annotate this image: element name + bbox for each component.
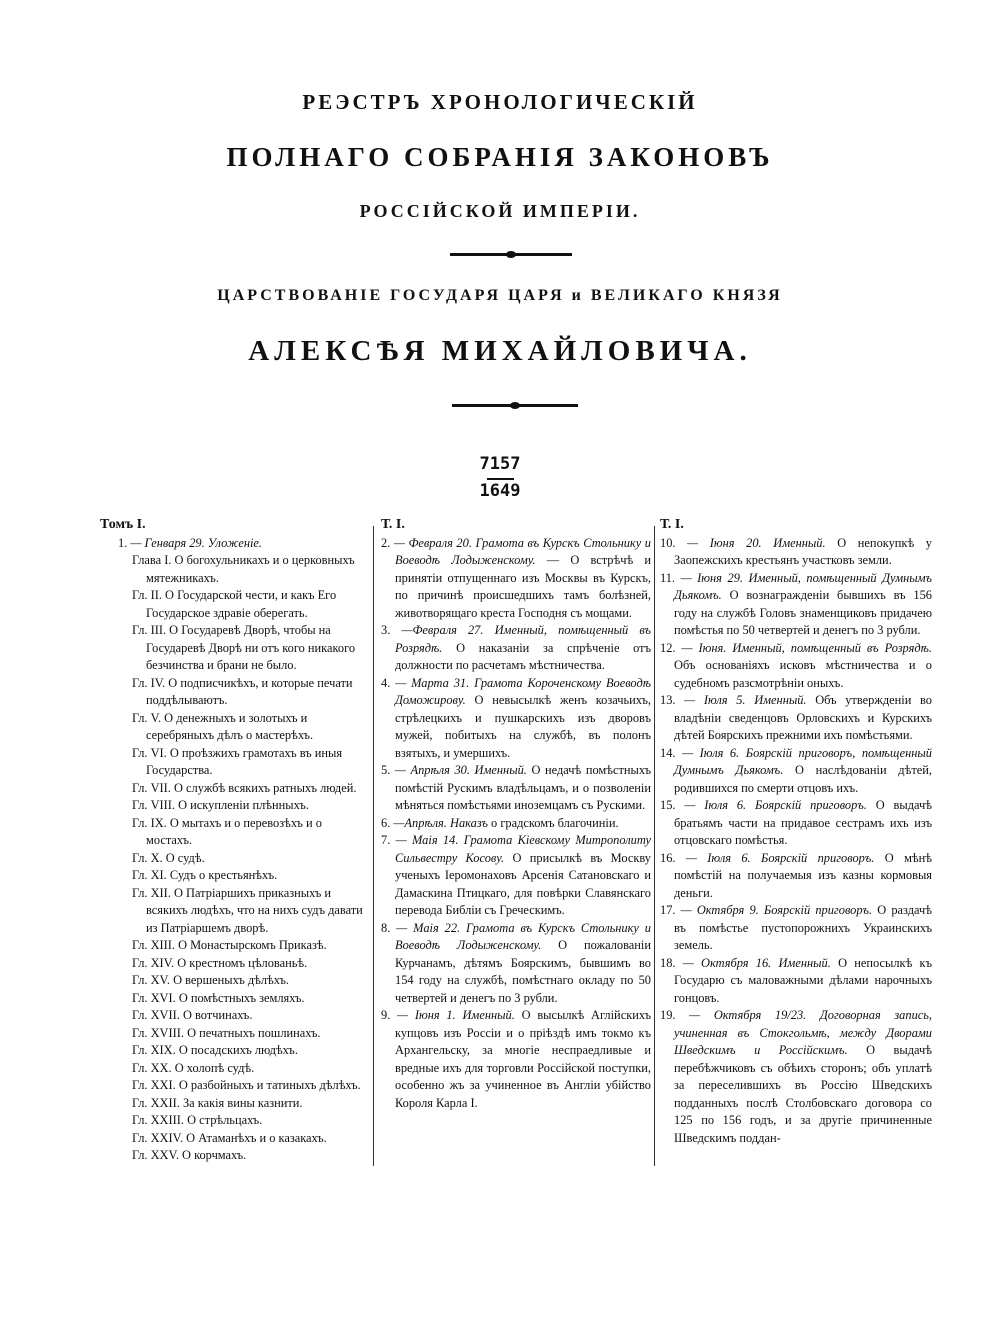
chapter-item: Гл. III. О Государевѣ Дворѣ, чтобы на Государевѣ Дворѣ ни отъ кого никакого безчинства и брани не было. <box>132 623 356 672</box>
chapter-item: Гл. VIII. О искупленіи плѣнныхъ. <box>132 798 309 812</box>
entry-12 <box>660 640 932 693</box>
entry-text: О недачѣ помѣстныхъ помѣстій Рускимъ владѣльцамъ, и о позволеніи мѣняться помѣстьями иноземцамъ съ Рускими. <box>395 763 651 812</box>
entry-date: — Іюля 6. Боярскій приговоръ, помѣщенный Думнымъ Дьякомъ. <box>674 745 932 777</box>
entry-date: — Іюля 6. Боярскій приговоръ. <box>685 850 875 865</box>
entry-date: — Апрѣля 30. Именный. <box>394 763 527 777</box>
entry-text: Объ основаніяхъ исковъ мѣстничества и о судебномъ разсмотрѣніи оныхъ. <box>674 658 932 690</box>
entry-number: 9. <box>381 1008 391 1022</box>
chapter-item: Гл. XXV. О корчмахъ. <box>132 1148 247 1162</box>
entry-date: — Октября 19/23. Договорная запись, учиненная въ Стокгольмѣ, между Дворами Шведскимъ и Россійскимъ. <box>674 1008 932 1057</box>
entry-text: О мѣнѣ помѣстій на получаемыя изъ казны кормовыя деньги. <box>674 850 932 900</box>
chapter-item: Гл. VI. О проѣзжихъ грамотахъ въ иныя Государства. <box>132 745 343 777</box>
entry-number: 16. <box>660 850 676 865</box>
entry-15 <box>660 797 932 850</box>
chapter-item: Гл. VII. О службѣ всякихъ ратныхъ людей. <box>132 780 357 795</box>
entry-text: О раздачѣ въ помѣстье пустопорожнихъ Украинскихъ земель. <box>674 903 932 952</box>
entry-date: — Маія 22. Грамота въ Курскъ Стольнику и Воеводѣ Лодыженскому. <box>395 920 651 952</box>
chapter-item: Гл. XVII. О вотчинахъ. <box>132 1008 253 1022</box>
year-divider <box>487 478 514 480</box>
entry-number: 15. <box>660 798 676 812</box>
chapter-item: Гл. XXII. За какія вины казнити. <box>132 1095 303 1110</box>
entry-text: — О встрѣчѣ и принятіи отпущеннаго изъ Москвы въ Курскъ, по причинѣ происшедшихъ тамъ болѣзней, животворящаго креста Господня съ мощами. <box>395 553 651 620</box>
entry-text: О непокупкѣ у Заопежскихъ крестьянъ участковъ земли. <box>674 535 932 567</box>
entry-number: 1. <box>118 535 128 550</box>
entry-8 <box>381 920 651 1008</box>
entry-number: 4. <box>381 675 391 690</box>
chapter-item: Глава I. О богохульникахъ и о церковныхъ мятежникахъ. <box>132 553 355 585</box>
entry-number: 6. <box>381 815 391 830</box>
chapter-item: Гл. IX. О мытахъ и о перевозѣхъ и о мостахъ. <box>132 815 322 847</box>
title-line-1: РЕЭСТРЪ ХРОНОЛОГИЧЕСКІЙ <box>302 90 698 114</box>
chapter-item: Гл. XV. О вершеныхъ дѣлѣхъ. <box>132 973 290 987</box>
entry-number: 3. <box>381 623 391 637</box>
volume-label: Т. I. <box>660 517 684 532</box>
entry-number: 5. <box>381 763 391 777</box>
entry-3 <box>381 622 651 675</box>
year-anno-domini: 1649 <box>479 481 521 501</box>
title-line-3: РОССІЙСКОЙ ИМПЕРІИ. <box>359 201 641 221</box>
entry-number: 17. <box>660 903 676 917</box>
column-1 <box>100 516 368 1165</box>
year-anno-mundi: 7157 <box>479 454 521 474</box>
chapter-item: Гл. XII. О Патріаршихъ приказныхъ и всякихъ людѣхъ, что на нихъ судъ давати из Патріаршемъ дворѣ. <box>132 885 363 935</box>
chapter-item: Гл. XI. Судъ о крестьянѣхъ. <box>132 868 278 882</box>
entry-text: О непосылкѣ къ Государю съ маловажными дѣлами нарочныхъ гонцовъ. <box>674 955 932 1005</box>
entry-number: 11. <box>660 570 676 585</box>
entry-text: О наслѣдованіи дѣтей, родившихся по смерти отцовъ ихъ. <box>674 763 932 795</box>
entry-date: — Маія 14. Грамота Кіевскому Митрополиту Сильвестру Косову. <box>395 833 651 865</box>
entry-number: 18. <box>660 955 676 970</box>
entry-number: 14. <box>660 745 676 760</box>
entry-date: —Февраля 27. Именный, помѣщенный въ Розрядѣ. <box>395 623 651 655</box>
entry-text: О выдачѣ перебѣжчиковъ съ обѣихъ сторонъ; объ уплатѣ за переселившихъ въ Россію Шведскихъ подданныхъ послѣ Столбовскаго договора со 125 по 156 годъ, и за другіе причиненные Шведскимъ поддан- <box>674 1043 932 1145</box>
chapter-item: Гл. XX. О холопѣ судѣ. <box>132 1060 255 1075</box>
entry-number: 19. <box>660 1008 676 1022</box>
chapter-item: Гл. XIII. О Монастырскомъ Приказѣ. <box>132 938 327 952</box>
chapter-item: Гл. II. О Государской чести, и какъ Его Государское здравіе оберегать. <box>132 588 337 620</box>
entry-1 <box>100 535 368 553</box>
entry-number: 2. <box>381 535 391 550</box>
chapter-item: Гл. IV. О подписчикѣхъ, и которые печати поддѣлываютъ. <box>132 675 353 707</box>
volume-label: Т. I. <box>381 517 405 532</box>
entry-text: О невысылкѣ женъ козачьихъ, стрѣлецкихъ и пушкарскихъ изъ дворовъ мужей, побитыхъ на службѣ, въ полонъ взятыхъ, и умершихъ. <box>395 693 651 760</box>
entry-date: — Іюня 29. Именный, помѣщенный Думнымъ Дьякомъ. <box>674 570 932 602</box>
chapter-item: Гл. XXIV. О Атаманѣхъ и о казакахъ. <box>132 1130 327 1145</box>
entry-date: — Октября 9. Боярскій приговоръ. <box>680 903 873 917</box>
reign-heading: ЦАРСТВОВАНІЕ ГОСУДАРЯ ЦАРЯ и ВЕЛИКАГО КНЯЗЯ <box>217 287 783 304</box>
entry-text: О высылкѣ Аглійскихъ купцовъ изъ Россіи и о пріѣздѣ имъ токмо къ Архангельску, за многіе неспраедливые и вредные ихъ для торговли Россійской поступки, особенно жъ за учиненное въ Англіи убійство Короля Карла I. <box>395 1008 651 1110</box>
chapter-item: Гл. XIX. О посадскихъ людѣхъ. <box>132 1043 298 1057</box>
entry-date: — Іюня. Именный, помѣщенный въ Розрядѣ. <box>681 640 932 655</box>
entry-date: — Іюня 20. Именный. <box>687 535 826 550</box>
entry-18 <box>660 955 932 1008</box>
entry-date: — Марта 31. Грамота Короченскому Воеводѣ Доможирову. <box>395 675 651 707</box>
column-divider-1 <box>373 526 374 1166</box>
ornamental-rule-bottom <box>452 404 578 407</box>
entry-date: — Іюня 1. Именный. <box>397 1008 515 1022</box>
entry-9 <box>381 1007 651 1112</box>
entry-number: 10. <box>660 535 676 550</box>
entry-10 <box>660 535 932 570</box>
chapter-item: Гл. XVI. О помѣстныхъ земляхъ. <box>132 990 305 1005</box>
ornamental-rule-top <box>450 253 572 256</box>
entry-7 <box>381 832 651 920</box>
entry-number: 7. <box>381 833 391 847</box>
chapter-item: Гл. XIV. О крестномъ цѣлованьѣ. <box>132 955 308 970</box>
volume-label: Томъ I. <box>100 517 146 532</box>
entry-date: — Генваря 29. Уложеніе. <box>130 535 263 550</box>
column-2 <box>381 516 651 1112</box>
entry-date: — Іюля 5. Именный. <box>684 693 807 707</box>
entry-date: — Февраля 20. Грамота въ Курскъ Стольнику и Воеводѣ Лодыженскому. <box>393 535 651 567</box>
entry-text: о градскомъ благочиніи. <box>487 815 619 830</box>
entry-2 <box>381 535 651 623</box>
title-line-2: ПОЛНАГО СОБРАНІЯ ЗАКОНОВЪ <box>226 142 774 172</box>
entry-4 <box>381 675 651 763</box>
entry-text: О вознагражденіи бывшихъ въ 156 году на службѣ Головъ знаменщиковъ придачею помѣстья по 50 четвертей и денегъ по 3 рубли. <box>674 588 932 637</box>
chapter-item: Гл. XXI. О разбойныхъ и татиныхъ дѣлѣхъ. <box>132 1078 361 1092</box>
entry-text: Объ утвержденіи во владѣніи сведенцовъ Орловскихъ и Курскихъ дѣтей Боярскихъ прежними ихъ помѣстьями. <box>674 693 932 742</box>
entry-text: О наказаніи за спрѣченіе отъ должности по расчетамъ мѣстничества. <box>395 640 651 672</box>
entry-number: 12. <box>660 640 676 655</box>
chapter-item: Гл. V. О денежныхъ и золотыхъ и серебряныхъ дѣлъ о мастерѣхъ. <box>132 710 314 742</box>
entry-13 <box>660 692 932 745</box>
entry-14 <box>660 745 932 798</box>
entry-19 <box>660 1007 932 1147</box>
entry-date: —Апрѣля. Наказъ <box>393 815 488 830</box>
column-3 <box>660 516 932 1147</box>
entry-text: О выдачѣ братьямъ части на придавое сестрамъ ихъ изъ отцовскаго помѣстья. <box>674 798 932 847</box>
entry-number: 13. <box>660 693 676 707</box>
entry-date: — Іюля 6. Боярскій приговоръ. <box>684 798 867 812</box>
chapter-item: Гл. XXIII. О стрѣльцахъ. <box>132 1113 263 1127</box>
entry-date: — Октября 16. Именный. <box>682 955 831 970</box>
entry-5 <box>381 762 651 815</box>
entry-text: О присылкѣ въ Москву ученыхъ Іеромонаховъ Арсенія Сатановскаго и Дамаскина Птицкаго, для повѣрки Славянскаго перевода Библіи съ Греческимъ. <box>395 850 651 917</box>
entry-11 <box>660 570 932 640</box>
entry-number: 8. <box>381 920 391 935</box>
tsar-name: АЛЕКСѢЯ МИХАЙЛОВИЧА. <box>248 335 752 367</box>
column-divider-2 <box>654 526 655 1166</box>
entry-6 <box>381 815 651 833</box>
chapter-item: Гл. X. О судѣ. <box>132 850 205 865</box>
entry-text: О пожалованіи Курчанамъ, дѣтямъ Боярскимъ, бывшимъ во 154 году на службѣ, помѣстнаго окладу по 50 четвертей и денегъ по 3 рубли. <box>395 938 651 1005</box>
entry-17 <box>660 902 932 955</box>
chapter-item: Гл. XVIII. О печатныхъ пошлинахъ. <box>132 1025 321 1040</box>
entry-16 <box>660 850 932 903</box>
